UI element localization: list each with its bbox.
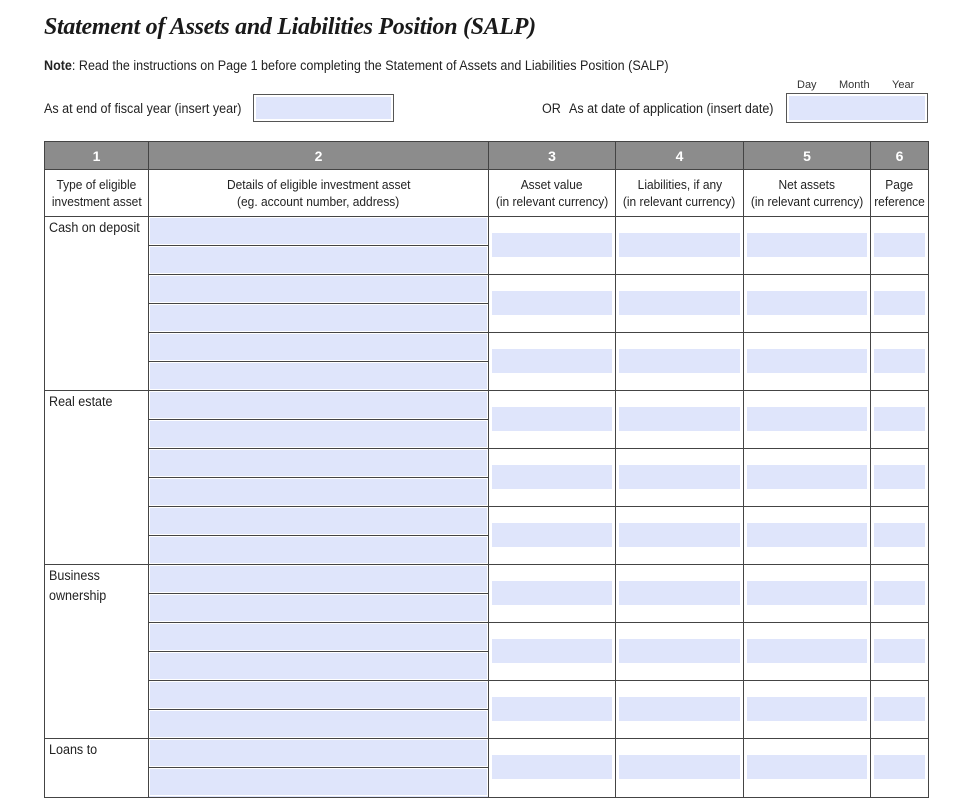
details-input[interactable] <box>149 217 488 246</box>
details-input[interactable] <box>149 449 488 478</box>
page-reference-cell <box>871 217 929 275</box>
asset-value-cell <box>489 565 616 623</box>
page-reference-input[interactable] <box>874 349 925 373</box>
liabilities-input[interactable] <box>619 639 740 663</box>
page-reference-input[interactable] <box>874 407 925 431</box>
table-row <box>45 565 929 623</box>
table-row <box>45 681 929 739</box>
liabilities-input[interactable] <box>619 465 740 489</box>
or-label: OR <box>542 101 561 116</box>
asset-value-input[interactable] <box>492 233 612 257</box>
liabilities-cell <box>616 449 744 507</box>
col-1-number: 1 <box>45 142 149 170</box>
details-cell <box>149 623 489 681</box>
net-assets-input[interactable] <box>747 465 867 489</box>
asset-value-input[interactable] <box>492 697 612 721</box>
details-input[interactable] <box>149 710 488 738</box>
net-assets-input[interactable] <box>747 581 867 605</box>
page-reference-input[interactable] <box>874 465 925 489</box>
details-input[interactable] <box>149 507 488 536</box>
page-reference-cell <box>871 739 929 798</box>
col-3-header: Asset value (in relevant currency) <box>489 170 616 217</box>
category-loans-to: Loans to <box>45 739 149 798</box>
page-reference-input[interactable] <box>874 581 925 605</box>
column-number-row <box>45 142 929 170</box>
details-cell <box>149 507 489 565</box>
details-input[interactable] <box>149 623 488 652</box>
liabilities-cell <box>616 333 744 391</box>
net-assets-cell <box>744 391 871 449</box>
asset-value-cell <box>489 275 616 333</box>
details-input[interactable] <box>149 304 488 332</box>
liabilities-input[interactable] <box>619 233 740 257</box>
details-cell <box>149 333 489 391</box>
details-input[interactable] <box>149 333 488 362</box>
liabilities-cell <box>616 507 744 565</box>
table-row <box>45 217 929 275</box>
application-date-label: As at date of application (insert date) <box>569 101 774 116</box>
details-input[interactable] <box>149 565 488 594</box>
asset-value-input[interactable] <box>492 755 612 779</box>
table-row <box>45 333 929 391</box>
note-label: Note <box>44 58 72 73</box>
liabilities-cell <box>616 275 744 333</box>
category-cash-on-deposit: Cash on deposit <box>45 217 149 391</box>
net-assets-input[interactable] <box>747 755 867 779</box>
liabilities-input[interactable] <box>619 755 740 779</box>
net-assets-cell <box>744 449 871 507</box>
page-reference-cell <box>871 275 929 333</box>
col-6-header: Page reference <box>871 170 929 217</box>
note-text: : Read the instructions on Page 1 before completing the Statement of Assets and Liabilities Position (SALP) <box>71 58 669 73</box>
asset-value-input[interactable] <box>492 639 612 663</box>
page-reference-input[interactable] <box>874 523 925 547</box>
details-input[interactable] <box>149 420 488 448</box>
net-assets-input[interactable] <box>747 407 867 431</box>
page-reference-cell <box>871 507 929 565</box>
details-cell <box>149 565 489 623</box>
details-cell <box>149 739 489 798</box>
asset-value-input[interactable] <box>492 581 612 605</box>
col-4-header: Liabilities, if any (in relevant currency) <box>616 170 744 217</box>
net-assets-cell <box>744 681 871 739</box>
column-label-row <box>45 170 929 217</box>
liabilities-input[interactable] <box>619 697 740 721</box>
liabilities-cell <box>616 565 744 623</box>
col-1-header: Type of eligible investment asset <box>45 170 149 217</box>
page-reference-cell <box>871 333 929 391</box>
asset-value-cell <box>489 217 616 275</box>
net-assets-cell <box>744 565 871 623</box>
liabilities-input[interactable] <box>619 291 740 315</box>
net-assets-cell <box>744 275 871 333</box>
net-assets-cell <box>744 507 871 565</box>
liabilities-input[interactable] <box>619 407 740 431</box>
details-input[interactable] <box>149 275 488 304</box>
asset-value-cell <box>489 449 616 507</box>
details-cell <box>149 275 489 333</box>
form-title: Statement of Assets and Liabilities Position (SALP) <box>44 14 536 40</box>
liabilities-cell <box>616 681 744 739</box>
page-reference-input[interactable] <box>874 233 925 257</box>
category-business-ownership: Business ownership <box>45 565 149 739</box>
asset-value-input[interactable] <box>492 291 612 315</box>
details-input[interactable] <box>149 652 488 680</box>
asset-value-cell <box>489 391 616 449</box>
table-row <box>45 507 929 565</box>
asset-value-input[interactable] <box>492 407 612 431</box>
details-input[interactable] <box>149 362 488 390</box>
col-2-number: 2 <box>149 142 489 170</box>
page-reference-cell <box>871 565 929 623</box>
col-3-number: 3 <box>489 142 616 170</box>
asset-value-input[interactable] <box>492 465 612 489</box>
page-reference-input[interactable] <box>874 639 925 663</box>
details-input[interactable] <box>149 739 488 768</box>
page-reference-input[interactable] <box>874 755 925 779</box>
net-assets-input[interactable] <box>747 697 867 721</box>
page-reference-cell <box>871 449 929 507</box>
details-cell <box>149 681 489 739</box>
table-row <box>45 449 929 507</box>
table-row <box>45 623 929 681</box>
liabilities-input[interactable] <box>619 581 740 605</box>
details-cell <box>149 449 489 507</box>
asset-value-cell <box>489 681 616 739</box>
col-6-number: 6 <box>871 142 929 170</box>
liabilities-cell <box>616 739 744 798</box>
details-cell <box>149 217 489 275</box>
asset-value-cell <box>489 739 616 798</box>
asset-value-input[interactable] <box>492 349 612 373</box>
details-input[interactable] <box>149 681 488 710</box>
asset-value-input[interactable] <box>492 523 612 547</box>
net-assets-cell <box>744 333 871 391</box>
details-input[interactable] <box>149 594 488 622</box>
details-input[interactable] <box>149 768 488 796</box>
col-5-header: Net assets (in relevant currency) <box>744 170 871 217</box>
day-label: Day <box>797 79 817 91</box>
fiscal-year-input[interactable] <box>253 94 394 122</box>
col-2-header: Details of eligible investment asset (eg. account number, address) <box>149 170 489 217</box>
instructions-note <box>44 58 669 73</box>
fiscal-year-label: As at end of fiscal year (insert year) <box>44 101 242 116</box>
liabilities-cell <box>616 391 744 449</box>
liabilities-input[interactable] <box>619 349 740 373</box>
asset-value-cell <box>489 333 616 391</box>
details-cell <box>149 391 489 449</box>
application-date-input[interactable] <box>786 93 928 123</box>
net-assets-input[interactable] <box>747 349 867 373</box>
page-reference-cell <box>871 681 929 739</box>
net-assets-cell <box>744 623 871 681</box>
col-5-number: 5 <box>744 142 871 170</box>
page-reference-cell <box>871 623 929 681</box>
net-assets-input[interactable] <box>747 639 867 663</box>
table-row <box>45 391 929 449</box>
liabilities-cell <box>616 623 744 681</box>
page-reference-input[interactable] <box>874 697 925 721</box>
table-row <box>45 739 929 798</box>
month-label: Month <box>839 79 870 91</box>
net-assets-cell <box>744 217 871 275</box>
net-assets-cell <box>744 739 871 798</box>
assets-table <box>44 141 929 798</box>
category-real-estate: Real estate <box>45 391 149 565</box>
asset-value-cell <box>489 623 616 681</box>
table-row <box>45 275 929 333</box>
page-reference-input[interactable] <box>874 291 925 315</box>
liabilities-cell <box>616 217 744 275</box>
net-assets-input[interactable] <box>747 291 867 315</box>
net-assets-input[interactable] <box>747 523 867 547</box>
liabilities-input[interactable] <box>619 523 740 547</box>
year-label: Year <box>892 79 915 91</box>
col-4-number: 4 <box>616 142 744 170</box>
page-reference-cell <box>871 391 929 449</box>
details-input[interactable] <box>149 536 488 564</box>
net-assets-input[interactable] <box>747 233 867 257</box>
asset-value-cell <box>489 507 616 565</box>
details-input[interactable] <box>149 391 488 420</box>
details-input[interactable] <box>149 478 488 506</box>
details-input[interactable] <box>149 246 488 274</box>
